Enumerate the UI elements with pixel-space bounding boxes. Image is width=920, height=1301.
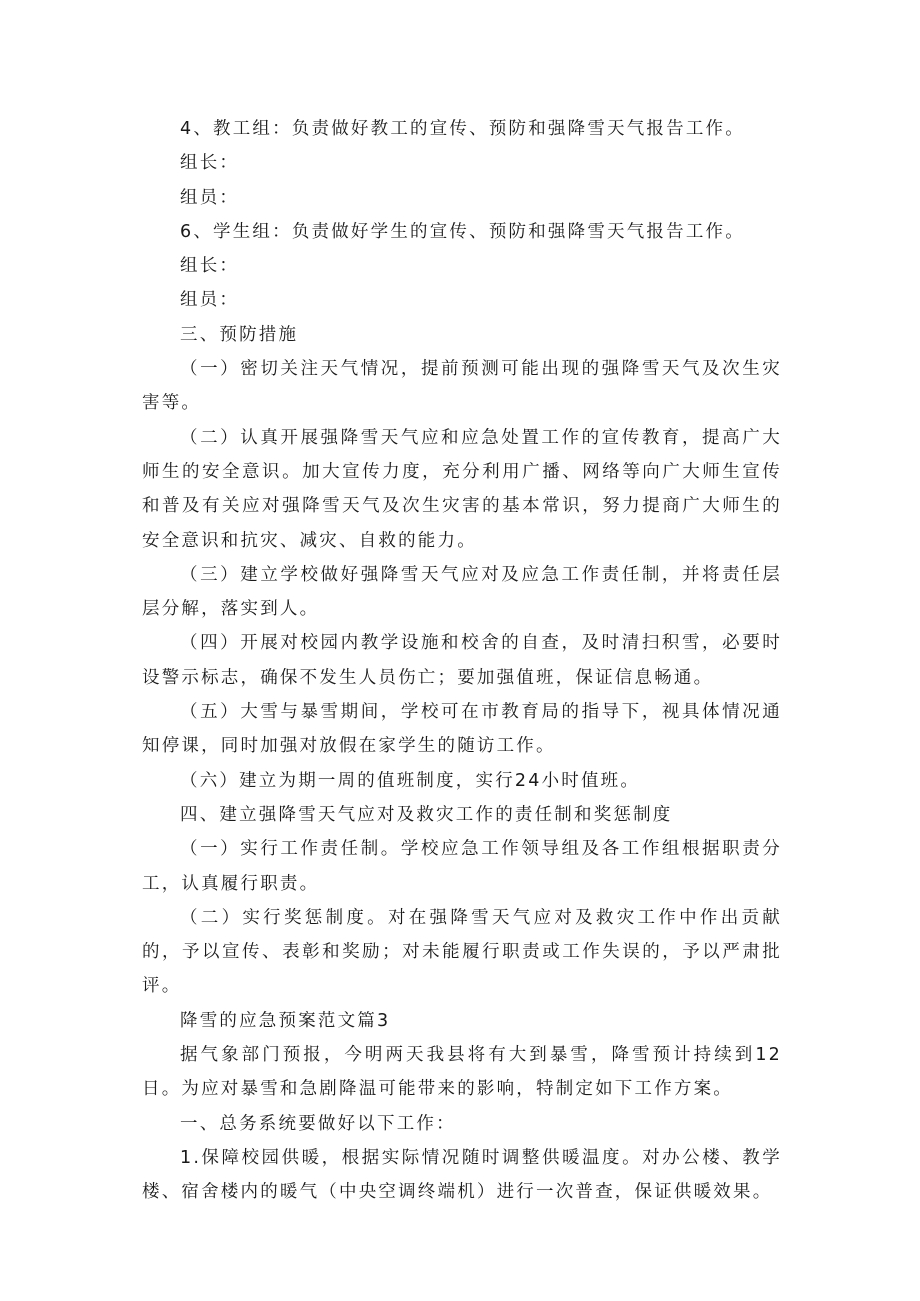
section-heading: 三、预防措施	[180, 324, 299, 345]
paragraph: 1.保障校园供暖，根据实际情况随时调整供暖温度。对办公楼、教学楼、宿舍楼内的暖气（中央空调终端机）进行一次普查，保证供暖效果。	[142, 1147, 782, 1203]
paragraph: 6、学生组：负责做好学生的宣传、预防和强降雪天气报告工作。	[180, 221, 745, 242]
section-heading: 一、总务系统要做好以下工作：	[180, 1113, 456, 1134]
document-page	[142, 112, 782, 1210]
paragraph: （四）开展对校园内教学设施和校舍的自查，及时清扫积雪，必要时设警示标志，确保不发生人员伤亡；要加强值班，保证信息畅通。	[142, 633, 782, 688]
section-heading: 四、建立强降雪天气应对及救灾工作的责任制和奖惩制度	[180, 804, 673, 825]
paragraph: 组长：	[180, 256, 240, 277]
paragraph: （一）实行工作责任制。学校应急工作领导组及各工作组根据职责分工，认真履行职责。	[142, 839, 782, 894]
paragraph: 4、教工组：负责做好教工的宣传、预防和强降雪天气报告工作。	[180, 119, 745, 139]
paragraph: （二）实行奖惩制度。对在强降雪天气应对及救灾工作中作出贡献的，予以宣传、表彰和奖励；对未能履行职责或工作失误的，予以严肃批评。	[142, 907, 782, 997]
paragraph: （六）建立为期一周的值班制度，实行24小时值班。	[180, 770, 641, 791]
paragraph: 据气象部门预报，今明两天我县将有大到暴雪，降雪预计持续到12日。为应对暴雪和急剧降温可能带来的影响，特制定如下工作方案。	[142, 1045, 782, 1100]
paragraph: （一）密切关注天气情况，提前预测可能出现的强降雪天气及次生灾害等。	[142, 359, 782, 414]
paragraph: （五）大雪与暴雪期间，学校可在市教育局的指导下，视具体情况通知停课，同时加强对放假在家学生的随访工作。	[142, 702, 782, 757]
paragraph: 组员：	[180, 187, 240, 208]
paragraph: 组员：	[180, 290, 240, 311]
paragraph: （二）认真开展强降雪天气应和应急处置工作的宣传教育，提高广大师生的安全意识。加大宣传力度，充分利用广播、网络等向广大师生宣传和普及有关应对强降雪天气及次生灾害的基本常识，努力提商广大师生的安全意识和抗灾、减灾、自救的能力。	[142, 427, 782, 551]
paragraph: （三）建立学校做好强降雪天气应对及应急工作责任制，并将责任层层分解，落实到人。	[142, 564, 782, 620]
article-heading: 降雪的应急预案范文篇3	[180, 1010, 391, 1031]
paragraph: 组长：	[180, 153, 240, 174]
